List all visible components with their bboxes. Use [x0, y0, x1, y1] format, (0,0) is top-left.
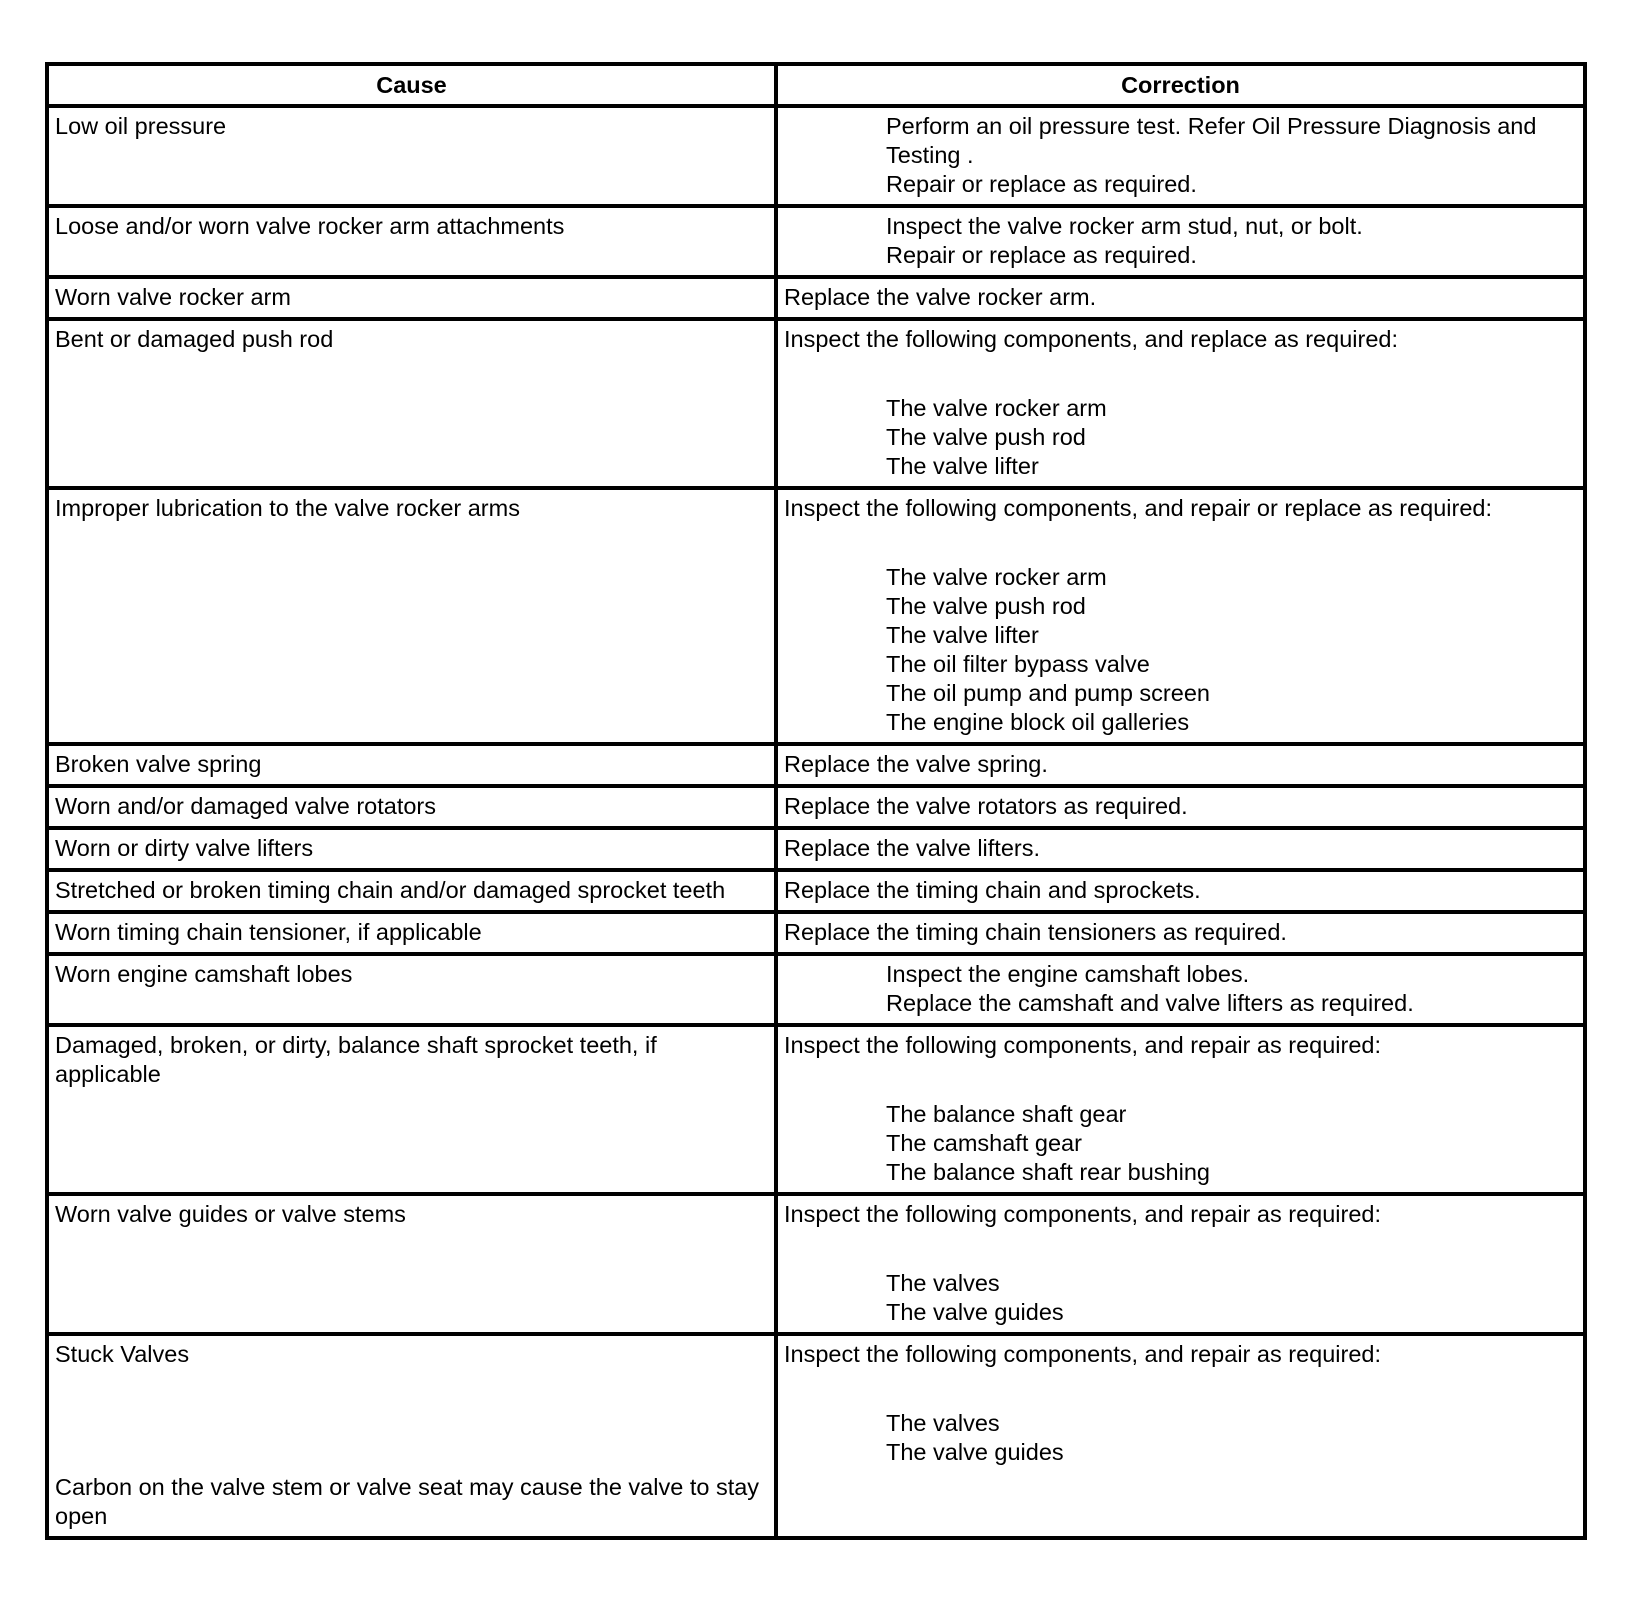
correction-steps-list — [784, 1269, 1577, 1327]
correction-cell — [776, 488, 1585, 744]
correction-steps-list — [784, 960, 1577, 1018]
cause-cell — [47, 206, 776, 277]
correction-cell — [776, 1334, 1585, 1538]
cause-cell — [47, 870, 776, 912]
correction-step: The valves — [886, 1270, 1000, 1296]
cause-text: Stretched or broken timing chain and/or damaged sprocket teeth — [55, 877, 726, 903]
table-row — [47, 786, 1585, 828]
spacer — [784, 354, 1577, 394]
table-row — [47, 206, 1585, 277]
correction-text: Replace the timing chain and sprockets. — [784, 877, 1201, 903]
cause-text: Stuck Valves — [55, 1341, 190, 1367]
correction-step: Repair or replace as required. — [886, 171, 1197, 197]
correction-column-header: Correction — [776, 64, 1585, 106]
correction-step: The valve lifter — [886, 622, 1039, 648]
cause-note: Carbon on the valve stem or valve seat may cause the valve to stay open — [55, 1474, 760, 1529]
cause-text: Worn and/or damaged valve rotators — [55, 793, 436, 819]
correction-step: The oil filter bypass valve — [886, 651, 1150, 677]
correction-step: The valve rocker arm — [886, 395, 1107, 421]
correction-step: The oil pump and pump screen — [886, 680, 1210, 706]
cause-cell — [47, 1334, 776, 1538]
cause-cell — [47, 912, 776, 954]
correction-cell — [776, 319, 1585, 488]
cause-text: Worn engine camshaft lobes — [55, 961, 353, 987]
correction-step: The valve push rod — [886, 593, 1086, 619]
cause-cell — [47, 954, 776, 1025]
table-row — [47, 744, 1585, 786]
table-row — [47, 1025, 1585, 1194]
table-row — [47, 828, 1585, 870]
correction-text: Replace the valve lifters. — [784, 835, 1041, 861]
cause-text: Damaged, broken, or dirty, balance shaft sprocket teeth, if applicable — [55, 1032, 657, 1087]
spacer — [784, 1369, 1577, 1409]
cause-cell — [47, 488, 776, 744]
correction-cell — [776, 954, 1585, 1025]
correction-cell — [776, 828, 1585, 870]
correction-step: The valves — [886, 1410, 1000, 1436]
correction-text: Inspect the following components, and replace as required: — [784, 326, 1398, 352]
table-row — [47, 488, 1585, 744]
correction-step: The camshaft gear — [886, 1130, 1082, 1156]
correction-cell — [776, 786, 1585, 828]
correction-cell — [776, 106, 1585, 206]
table-row — [47, 1194, 1585, 1334]
correction-text: Inspect the following components, and repair as required: — [784, 1341, 1381, 1367]
correction-step: Inspect the valve rocker arm stud, nut, or bolt. — [886, 213, 1363, 239]
cause-text: Worn timing chain tensioner, if applicable — [55, 919, 482, 945]
correction-cell — [776, 744, 1585, 786]
correction-text: Replace the valve rotators as required. — [784, 793, 1188, 819]
cause-text: Low oil pressure — [55, 113, 227, 139]
correction-text: Replace the valve spring. — [784, 751, 1048, 777]
spacer — [784, 1060, 1577, 1100]
table-row — [47, 954, 1585, 1025]
cause-text: Broken valve spring — [55, 751, 262, 777]
correction-text: Inspect the following components, and repair as required: — [784, 1032, 1381, 1058]
correction-step: Inspect the engine camshaft lobes. — [886, 961, 1250, 987]
correction-cell — [776, 1194, 1585, 1334]
cause-cell — [47, 106, 776, 206]
cause-cell — [47, 1194, 776, 1334]
correction-step: The valve rocker arm — [886, 564, 1107, 590]
correction-step: The valve lifter — [886, 453, 1039, 479]
cause-cell — [47, 319, 776, 488]
correction-cell — [776, 870, 1585, 912]
cause-text: Bent or damaged push rod — [55, 326, 334, 352]
correction-text: Replace the timing chain tensioners as required. — [784, 919, 1287, 945]
correction-steps-list — [784, 212, 1577, 270]
correction-steps-list — [784, 112, 1577, 199]
correction-cell — [776, 277, 1585, 319]
table-row — [47, 912, 1585, 954]
correction-steps-list — [784, 394, 1577, 481]
correction-step: The balance shaft rear bushing — [886, 1159, 1210, 1185]
table-header-row — [47, 64, 1585, 106]
diagnostic-table — [45, 62, 1587, 1540]
correction-steps-list — [784, 1409, 1577, 1467]
correction-text: Inspect the following components, and repair or replace as required: — [784, 495, 1493, 521]
correction-step: The valve push rod — [886, 424, 1086, 450]
table-row — [47, 319, 1585, 488]
table-row — [47, 106, 1585, 206]
correction-text: Replace the valve rocker arm. — [784, 284, 1097, 310]
cause-cell — [47, 1025, 776, 1194]
spacer — [784, 523, 1577, 563]
cause-cell — [47, 277, 776, 319]
cause-text: Worn valve guides or valve stems — [55, 1201, 406, 1227]
table-row — [47, 1334, 1585, 1538]
correction-step: The valve guides — [886, 1299, 1064, 1325]
correction-steps-list — [784, 563, 1577, 737]
table-row — [47, 277, 1585, 319]
correction-text: Inspect the following components, and repair as required: — [784, 1201, 1381, 1227]
cause-cell — [47, 744, 776, 786]
table-body — [47, 106, 1585, 1538]
correction-step: Perform an oil pressure test. Refer Oil Pressure Diagnosis and Testing . — [886, 113, 1537, 168]
correction-step: The balance shaft gear — [886, 1101, 1127, 1127]
correction-cell — [776, 206, 1585, 277]
cause-text: Worn or dirty valve lifters — [55, 835, 314, 861]
cause-text: Improper lubrication to the valve rocker arms — [55, 495, 520, 521]
correction-step: The engine block oil galleries — [886, 709, 1190, 735]
table-row — [47, 870, 1585, 912]
cause-cell — [47, 786, 776, 828]
cause-text: Loose and/or worn valve rocker arm attachments — [55, 213, 565, 239]
spacer — [784, 1229, 1577, 1269]
correction-cell — [776, 912, 1585, 954]
correction-step: Repair or replace as required. — [886, 242, 1197, 268]
cause-cell — [47, 828, 776, 870]
correction-step: Replace the camshaft and valve lifters as required. — [886, 990, 1414, 1016]
cause-column-header: Cause — [47, 64, 776, 106]
correction-step: The valve guides — [886, 1439, 1064, 1465]
correction-steps-list — [784, 1100, 1577, 1187]
cause-text: Worn valve rocker arm — [55, 284, 291, 310]
correction-cell — [776, 1025, 1585, 1194]
